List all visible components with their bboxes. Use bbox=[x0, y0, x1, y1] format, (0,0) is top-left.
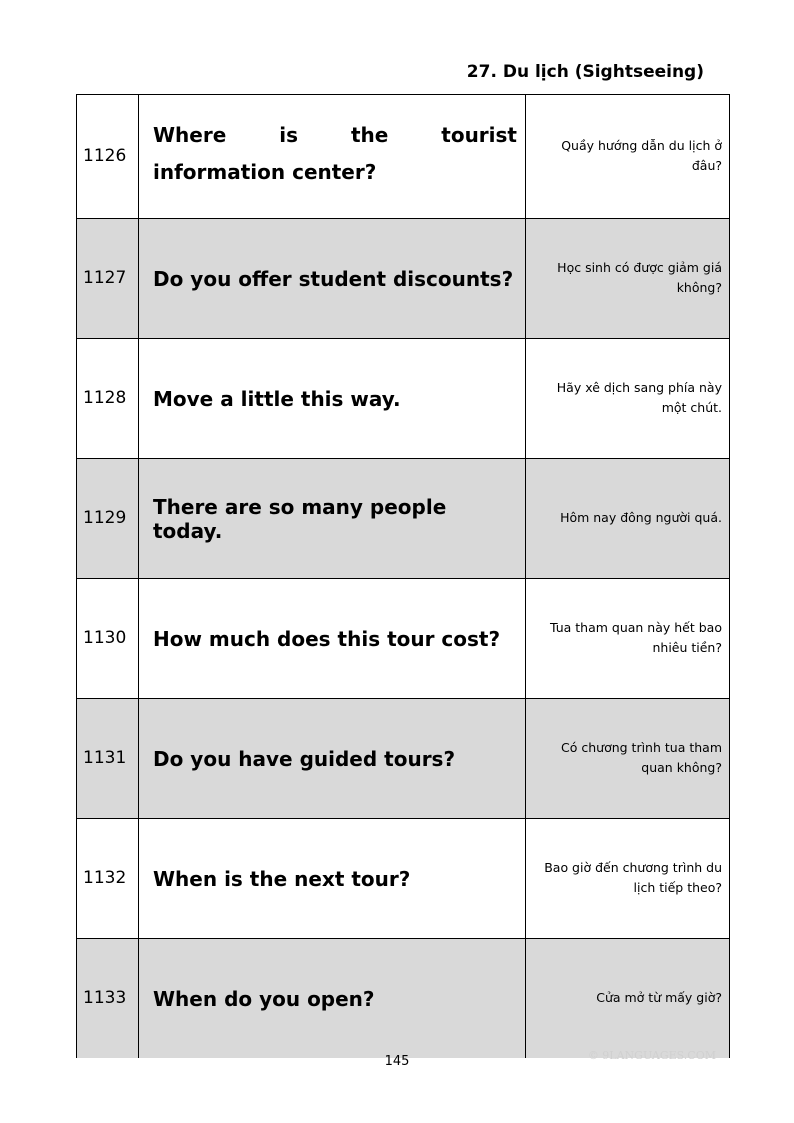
phrase-number: 1129 bbox=[77, 459, 139, 579]
page-title: 27. Du lịch (Sightseeing) bbox=[466, 62, 704, 82]
table-row bbox=[77, 459, 730, 579]
phrase-number: 1130 bbox=[77, 579, 139, 699]
vietnamese-translation: Quầy hướng dẫn du lịch ở đâu? bbox=[526, 95, 730, 219]
page-number: 145 bbox=[384, 1054, 410, 1069]
vietnamese-translation: Cửa mở từ mấy giờ? bbox=[526, 939, 730, 1059]
phrase-number: 1131 bbox=[77, 699, 139, 819]
table-row bbox=[77, 819, 730, 939]
table-row bbox=[77, 339, 730, 459]
table-row bbox=[77, 579, 730, 699]
table-row bbox=[77, 699, 730, 819]
english-phrase: Move a little this way. bbox=[139, 339, 526, 459]
vietnamese-translation: Tua tham quan này hết bao nhiêu tiền? bbox=[526, 579, 730, 699]
phrase-number: 1132 bbox=[77, 819, 139, 939]
table-row bbox=[77, 939, 730, 1059]
phrase-number: 1133 bbox=[77, 939, 139, 1059]
vietnamese-translation: Học sinh có được giảm giá không? bbox=[526, 219, 730, 339]
english-phrase: Do you have guided tours? bbox=[139, 699, 526, 819]
english-phrase: When is the next tour? bbox=[139, 819, 526, 939]
vietnamese-translation: Hãy xê dịch sang phía này một chút. bbox=[526, 339, 730, 459]
watermark: © 9LANGUAGES.COM bbox=[587, 1049, 716, 1062]
vietnamese-translation: Bao giờ đến chương trình du lịch tiếp theo? bbox=[526, 819, 730, 939]
phrase-number: 1128 bbox=[77, 339, 139, 459]
english-phrase: When do you open? bbox=[139, 939, 526, 1059]
table-row bbox=[77, 95, 730, 219]
phrase-table bbox=[76, 94, 730, 1058]
table-row bbox=[77, 219, 730, 339]
english-phrase: Where is the tourist information center? bbox=[153, 122, 517, 184]
english-phrase: Do you offer student discounts? bbox=[139, 219, 526, 339]
vietnamese-translation: Hôm nay đông người quá. bbox=[526, 459, 730, 579]
phrase-number: 1127 bbox=[77, 219, 139, 339]
vietnamese-translation: Có chương trình tua tham quan không? bbox=[526, 699, 730, 819]
english-phrase: There are so many people today. bbox=[139, 459, 526, 579]
english-phrase: How much does this tour cost? bbox=[139, 579, 526, 699]
phrase-number: 1126 bbox=[77, 95, 139, 219]
